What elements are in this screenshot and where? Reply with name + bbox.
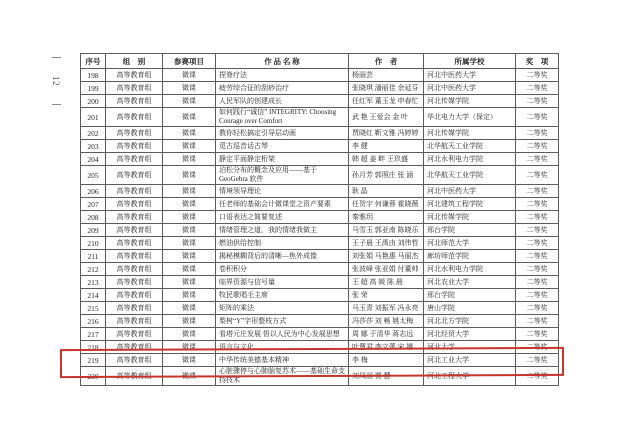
- cell-title: 静定平面静定桁架: [216, 153, 349, 166]
- cell-no: 204: [81, 153, 106, 166]
- table-row: [81, 276, 559, 289]
- cell-school: 河北大学: [424, 341, 516, 354]
- cell-school: 邢台学院: [424, 289, 516, 302]
- cell-group: 高等教育组: [106, 250, 163, 263]
- award-table: [80, 53, 559, 386]
- cell-item: 微课: [163, 250, 216, 263]
- cell-authors: 杨丽芸: [349, 69, 424, 82]
- cell-no: 202: [81, 127, 106, 140]
- cell-item: 微课: [163, 367, 216, 386]
- cell-award: 二等奖: [516, 263, 559, 276]
- cell-school: 河北水利电力学院: [424, 263, 516, 276]
- cell-title: 燃油供给控制: [216, 237, 349, 250]
- cell-item: 微课: [163, 341, 216, 354]
- cell-award: 二等奖: [516, 328, 559, 341]
- table-row: [81, 166, 559, 185]
- column-header: 奖 项: [516, 54, 559, 69]
- cell-title: 临界资源与信号量: [216, 276, 349, 289]
- table-row: [81, 315, 559, 328]
- cell-award: 二等奖: [516, 82, 559, 95]
- cell-no: 206: [81, 185, 106, 198]
- cell-title: 中华传统美德基本精神: [216, 354, 349, 367]
- cell-title: 情绪管理之道，我的情绪我做主: [216, 224, 349, 237]
- cell-award: 二等奖: [516, 237, 559, 250]
- cell-award: 二等奖: [516, 69, 559, 82]
- cell-group: 高等教育组: [106, 95, 163, 108]
- cell-no: 209: [81, 224, 106, 237]
- table-row: [81, 289, 559, 302]
- cell-group: 高等教育组: [106, 140, 163, 153]
- cell-school: 廊坊师范学院: [424, 250, 516, 263]
- cell-item: 微课: [163, 354, 216, 367]
- cell-item: 微课: [163, 153, 216, 166]
- cell-school: 河北建筑工程学院: [424, 198, 516, 211]
- cell-school: 河北师范大学: [424, 237, 516, 250]
- cell-authors: 秦雅玥: [349, 211, 424, 224]
- cell-no: 220: [81, 367, 106, 386]
- cell-no: 207: [81, 198, 106, 211]
- cell-authors: 叶慧君 李文蕾 宋 娜: [349, 341, 424, 354]
- page-number-dash-top: [52, 57, 61, 58]
- cell-authors: 周 娜 于清华 蒋志远: [349, 328, 424, 341]
- cell-no: 212: [81, 263, 106, 276]
- table-row: [81, 302, 559, 315]
- cell-item: 微课: [163, 302, 216, 315]
- cell-authors: 孙月芳 郭照庄 张 涵: [349, 166, 424, 185]
- cell-authors: 武 艳 王爱会 金 叶: [349, 108, 424, 127]
- cell-group: 高等教育组: [106, 263, 163, 276]
- cell-group: 高等教育组: [106, 302, 163, 315]
- table-row: [81, 108, 559, 127]
- cell-no: 198: [81, 69, 106, 82]
- table-row: [81, 367, 559, 386]
- cell-group: 高等教育组: [106, 185, 163, 198]
- cell-no: 199: [81, 82, 106, 95]
- cell-item: 微课: [163, 185, 216, 198]
- cell-item: 微课: [163, 315, 216, 328]
- cell-group: 高等教育组: [106, 127, 163, 140]
- cell-no: 218: [81, 341, 106, 354]
- page-number-text: 12: [51, 76, 61, 86]
- column-header: 组 别: [106, 54, 163, 69]
- cell-school: 河北传媒学院: [424, 95, 516, 108]
- cell-authors: 贾晓红 靳文雅 冯婷婷: [349, 127, 424, 140]
- cell-authors: 耿 晶: [349, 185, 424, 198]
- column-header: 作 者: [349, 54, 424, 69]
- table-row: [81, 82, 559, 95]
- cell-item: 微课: [163, 198, 216, 211]
- cell-title: 疲劳综合征的刮痧治疗: [216, 82, 349, 95]
- table-row: [81, 224, 559, 237]
- table-body: [81, 69, 559, 386]
- cell-authors: 李 健: [349, 140, 424, 153]
- cell-school: 河北北方学院: [424, 315, 516, 328]
- column-header: 参赛项目: [163, 54, 216, 69]
- cell-title: 捏脊疗法: [216, 69, 349, 82]
- cell-award: 二等奖: [516, 185, 559, 198]
- cell-award: 二等奖: [516, 276, 559, 289]
- cell-item: 微课: [163, 328, 216, 341]
- table-row: [81, 153, 559, 166]
- cell-group: 高等教育组: [106, 211, 163, 224]
- cell-group: 高等教育组: [106, 276, 163, 289]
- cell-item: 微课: [163, 211, 216, 224]
- cell-item: 微课: [163, 95, 216, 108]
- table-row: [81, 127, 559, 140]
- cell-title: 觅古巡音话古琴: [216, 140, 349, 153]
- cell-group: 高等教育组: [106, 198, 163, 211]
- cell-item: 微课: [163, 69, 216, 82]
- table-row: [81, 354, 559, 367]
- cell-group: 高等教育组: [106, 153, 163, 166]
- cell-group: 高等教育组: [106, 289, 163, 302]
- cell-group: 高等教育组: [106, 315, 163, 328]
- cell-no: 201: [81, 108, 106, 127]
- cell-school: 河北传媒学院: [424, 127, 516, 140]
- cell-title: 揭秘模糊背后的清晰—焦外成像: [216, 250, 349, 263]
- cell-school: 河北中医药大学: [424, 185, 516, 198]
- cell-school: 河北中医药大学: [424, 82, 516, 95]
- cell-school: 唐山学院: [424, 302, 516, 315]
- cell-authors: 马雪玉 郭亚南 陈晓乐: [349, 224, 424, 237]
- table-row: [81, 237, 559, 250]
- cell-item: 微课: [163, 127, 216, 140]
- page-number-dash-bottom: [52, 104, 61, 105]
- cell-item: 微课: [163, 263, 216, 276]
- cell-award: 二等奖: [516, 367, 559, 386]
- cell-no: 203: [81, 140, 106, 153]
- cell-group: 高等教育组: [106, 367, 163, 386]
- cell-group: 高等教育组: [106, 237, 163, 250]
- cell-item: 微课: [163, 289, 216, 302]
- cell-no: 217: [81, 328, 106, 341]
- cell-item: 微课: [163, 82, 216, 95]
- cell-award: 二等奖: [516, 95, 559, 108]
- page-number: [47, 57, 65, 105]
- cell-title: 看塔元庄发展 悟以人民为中心发展思想: [216, 328, 349, 341]
- cell-group: 高等教育组: [106, 82, 163, 95]
- cell-school: 华北电力大学（保定）: [424, 108, 516, 127]
- column-header: 序号: [81, 54, 106, 69]
- cell-authors: 韩 超 姜 畔 王玖盛: [349, 153, 424, 166]
- cell-no: 205: [81, 166, 106, 185]
- cell-item: 微课: [163, 276, 216, 289]
- cell-title: 心脏骤停与心肺脑复苏术——基础生命支持技术: [216, 367, 349, 386]
- cell-award: 二等奖: [516, 250, 559, 263]
- cell-no: 216: [81, 315, 106, 328]
- cell-school: 北华航天工业学院: [424, 166, 516, 185]
- cell-authors: 任红军 董玉龙 申春忙: [349, 95, 424, 108]
- cell-title: 梨树“Y”字形整枝方式: [216, 315, 349, 328]
- cell-authors: 冯莎莎 刘 畅 姚太梅: [349, 315, 424, 328]
- cell-item: 微课: [163, 224, 216, 237]
- cell-title: 教你轻松搞定引导层动画: [216, 127, 349, 140]
- cell-school: 河北经贸大学: [424, 328, 516, 341]
- column-header: 作 品 名 称: [216, 54, 349, 69]
- cell-authors: 张波峰 张亚娟 付董帅: [349, 263, 424, 276]
- table-row: [81, 211, 559, 224]
- cell-award: 二等奖: [516, 224, 559, 237]
- cell-authors: 王子晨 王禹由 刘伟哲: [349, 237, 424, 250]
- cell-award: 二等奖: [516, 341, 559, 354]
- cell-award: 二等奖: [516, 302, 559, 315]
- cell-title: 任老师的基础会计微课堂之资产要素: [216, 198, 349, 211]
- cell-award: 二等奖: [516, 315, 559, 328]
- cell-authors: 张 荣: [349, 289, 424, 302]
- cell-group: 高等教育组: [106, 354, 163, 367]
- cell-award: 二等奖: [516, 127, 559, 140]
- header-row: [81, 54, 559, 69]
- cell-award: 二等奖: [516, 211, 559, 224]
- cell-item: 微课: [163, 237, 216, 250]
- cell-group: 高等教育组: [106, 341, 163, 354]
- cell-title: 牧民歌唱毛主席: [216, 289, 349, 302]
- cell-no: 215: [81, 302, 106, 315]
- column-header: 所属学校: [424, 54, 516, 69]
- cell-authors: 李 梅: [349, 354, 424, 367]
- cell-award: 二等奖: [516, 108, 559, 127]
- cell-award: 二等奖: [516, 289, 559, 302]
- cell-title: 如何践行“诚信” INTEGRITY: Choosing Courage over Comfort: [216, 108, 349, 127]
- cell-no: 211: [81, 250, 106, 263]
- cell-no: 210: [81, 237, 106, 250]
- table-row: [81, 69, 559, 82]
- cell-school: 邢台学院: [424, 224, 516, 237]
- cell-title: 情境领导理论: [216, 185, 349, 198]
- cell-no: 208: [81, 211, 106, 224]
- cell-item: 微课: [163, 140, 216, 153]
- cell-award: 二等奖: [516, 198, 559, 211]
- cell-group: 高等教育组: [106, 166, 163, 185]
- cell-authors: 刘凤丽 贾 慧: [349, 367, 424, 386]
- table-row: [81, 140, 559, 153]
- cell-no: 213: [81, 276, 106, 289]
- cell-group: 高等教育组: [106, 328, 163, 341]
- table-row: [81, 198, 559, 211]
- cell-group: 高等教育组: [106, 108, 163, 127]
- cell-award: 二等奖: [516, 354, 559, 367]
- cell-school: 河北工程大学: [424, 367, 516, 386]
- table-row: [81, 185, 559, 198]
- cell-school: 河北传媒学院: [424, 211, 516, 224]
- table-row: [81, 95, 559, 108]
- cell-group: 高等教育组: [106, 224, 163, 237]
- cell-authors: 马玉青 刘振军 冯永亮: [349, 302, 424, 315]
- cell-no: 214: [81, 289, 106, 302]
- cell-no: 200: [81, 95, 106, 108]
- cell-authors: 王 超 高 媛 陈 晨: [349, 276, 424, 289]
- cell-authors: 任贺宇 何谦蓉 霍晓薇: [349, 198, 424, 211]
- cell-title: 口语表达之简要复述: [216, 211, 349, 224]
- cell-award: 二等奖: [516, 166, 559, 185]
- cell-item: 微课: [163, 108, 216, 127]
- cell-title: 人民军队的创建成长: [216, 95, 349, 108]
- cell-award: 二等奖: [516, 140, 559, 153]
- table-row: [81, 250, 559, 263]
- cell-no: 219: [81, 354, 106, 367]
- cell-title: 卷积积分: [216, 263, 349, 276]
- cell-title: 语言与文化: [216, 341, 349, 354]
- cell-title: 矩阵的乘法: [216, 302, 349, 315]
- cell-school: 河北中医药大学: [424, 69, 516, 82]
- cell-group: 高等教育组: [106, 69, 163, 82]
- cell-school: 河北工业大学: [424, 354, 516, 367]
- cell-title: 泊松分布的概念及应用——基于 GeoGebra 软件: [216, 166, 349, 185]
- cell-school: 河北水利电力学院: [424, 153, 516, 166]
- cell-school: 北华航天工业学院: [424, 140, 516, 153]
- cell-authors: 刘张娟 马艳惠 马丽杰: [349, 250, 424, 263]
- cell-authors: 张晓琪 潘丽佳 余延芬: [349, 82, 424, 95]
- cell-school: 河北农业大学: [424, 276, 516, 289]
- cell-item: 微课: [163, 166, 216, 185]
- cell-award: 二等奖: [516, 153, 559, 166]
- table-row: [81, 341, 559, 354]
- table-row: [81, 328, 559, 341]
- table-row: [81, 263, 559, 276]
